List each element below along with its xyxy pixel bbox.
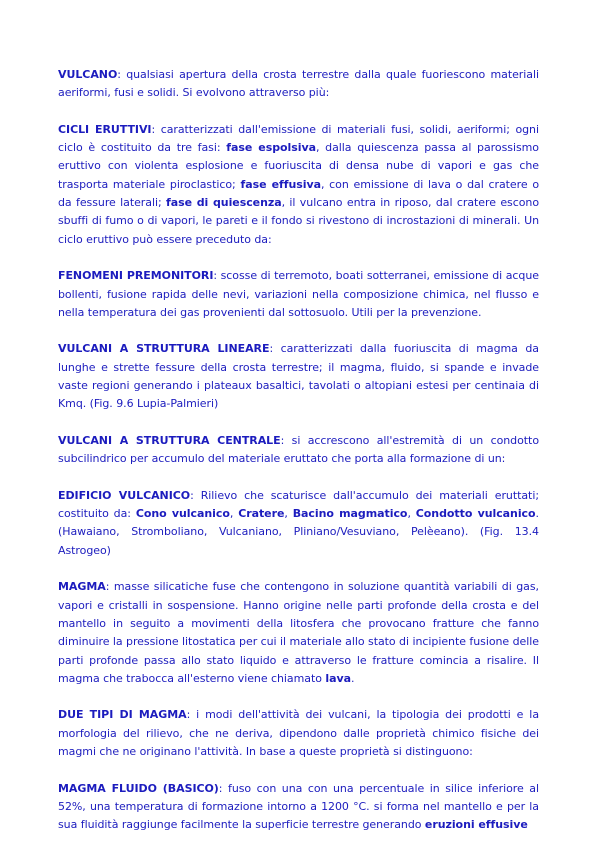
- body-text: : i modi dell'attività dei vulcani, la tipologia dei prodotti e la morfologia del rilievo, che ne deriva, dipendono dalle proprietà chimico fisiche dei magmi che ne originano l'attività. In base a queste proprietà si distinguono:: [58, 708, 540, 758]
- paragraph-fenomeni-premonitori: [58, 267, 539, 322]
- paragraph-vulcano: [58, 66, 539, 103]
- body-text: : fuso con una con una percentuale in silice inferiore al 52%, una temperatura di formazione intorno a 1200 °C. si forma nel mantello e per la sua fluidità raggiunge facilmente la superficie terrestre generando: [58, 781, 539, 832]
- paragraph-cicli-eruttivi: [58, 121, 539, 249]
- bold-term: VULCANI A STRUTTURA CENTRALE: [58, 433, 281, 447]
- body-text: : qualsiasi apertura della crosta terrestre dalla quale fuoriescono materiali aeriformi, fusi e solidi. Si evolvono attraverso più:: [58, 68, 539, 100]
- body-text: ,: [229, 507, 239, 521]
- body-text: : caratterizzati dall'emissione di materiali fusi, solidi, aeriformi; ogni ciclo è costituito da tre fasi:: [58, 122, 539, 155]
- body-text: ,: [407, 507, 416, 521]
- bold-term: lava: [325, 671, 351, 685]
- paragraph-vulcani-struttura-lineare: [58, 340, 539, 413]
- paragraph-magma: [58, 578, 539, 688]
- bold-term: CICLI ERUTTIVI: [58, 122, 152, 136]
- bold-term: VULCANO: [58, 68, 118, 81]
- paragraph-due-tipi-di-magma: [58, 706, 539, 761]
- paragraph-edificio-vulcanico: [58, 487, 539, 560]
- bold-term: Condotto vulcanico: [415, 507, 536, 521]
- document-page: [58, 66, 539, 853]
- body-text: : caratterizzati dalla fuoriuscita di magma da lunghe e strette fessure della crosta terrestre; il magma, fluido, si spande e invade vaste regioni generando i plateaux basaltici, tavolati o altopiani estesi per centinaia di Kmq. (Fig. 9.6 Lupia-Palmieri): [58, 342, 539, 411]
- bold-term: Cratere: [238, 507, 285, 521]
- body-text: , dalla quiescenza passa al parossismo eruttivo con violenta esplosione e fuoriuscita di densa nube di vapori e gas che trasporta materiale piroclastico;: [58, 141, 539, 191]
- body-text: . (Hawaiano, Stromboliano, Vulcaniano, Pliniano/Vesuviano, Pelèeano). (Fig. 13.4 Astrogeo): [58, 507, 539, 557]
- body-text: , il vulcano entra in riposo, dal cratere escono sbuffi di fumo o di vapori, le pareti e il fondo si rivestono di incrostazioni di minerali. Un ciclo eruttivo può essere preceduto da:: [58, 196, 539, 246]
- body-text: : scosse di terremoto, boati sotterranei, emissione di acque bollenti, fusione rapida delle nevi, variazioni nella composizione chimica, nel flusso e nella temperatura dei gas provenienti dal sottosuolo. Utili per la prevenzione.: [58, 269, 539, 319]
- bold-term: fase espolsiva: [226, 141, 316, 155]
- bold-term: fase effusiva: [240, 177, 321, 191]
- bold-term: MAGMA FLUIDO (BASICO): [58, 781, 219, 795]
- body-text: : Rilievo che scaturisce dall'accumulo dei materiali eruttati; costituito da:: [58, 488, 539, 521]
- body-text: : masse silicatiche fuse che contengono in soluzione quantità variabili di gas, vapori e cristalli in sospensione. Hanno origine nelle parti profonde della crosta e del mantello in seguito a movimenti della litosfera che provocano fratture che fanno diminuire la pressione litostatica per cui il materiale allo stato di incipiente fusione delle parti profonde passa allo stato liquido e attraverso le fratture comincia a risalire. Il magma che trabocca all'esterno viene chiamato: [58, 580, 539, 685]
- paragraph-vulcani-struttura-centrale: [58, 432, 539, 469]
- bold-term: Bacino magmatico: [292, 507, 408, 521]
- paragraph-magma-fluido: [58, 780, 539, 835]
- body-text: .: [350, 671, 355, 685]
- bold-term: MAGMA: [58, 580, 106, 594]
- bold-term: EDIFICIO VULCANICO: [58, 488, 191, 502]
- bold-term: fase di quiescenza: [166, 196, 282, 210]
- bold-term: VULCANI A STRUTTURA LINEARE: [58, 342, 270, 356]
- bold-term: DUE TIPI DI MAGMA: [58, 708, 187, 722]
- body-text: : si accrescono all'estremità di un condotto subcilindrico per accumulo del materiale eruttato che porta alla formazione di un:: [58, 433, 540, 466]
- body-text: , con emissione di lava o dal cratere o da fessure laterali;: [58, 177, 540, 210]
- bold-term: Cono vulcanico: [135, 507, 230, 521]
- body-text: ,: [284, 507, 293, 521]
- bold-term: FENOMENI PREMONITORI: [58, 269, 214, 283]
- bold-term: eruzioni effusive: [424, 818, 528, 832]
